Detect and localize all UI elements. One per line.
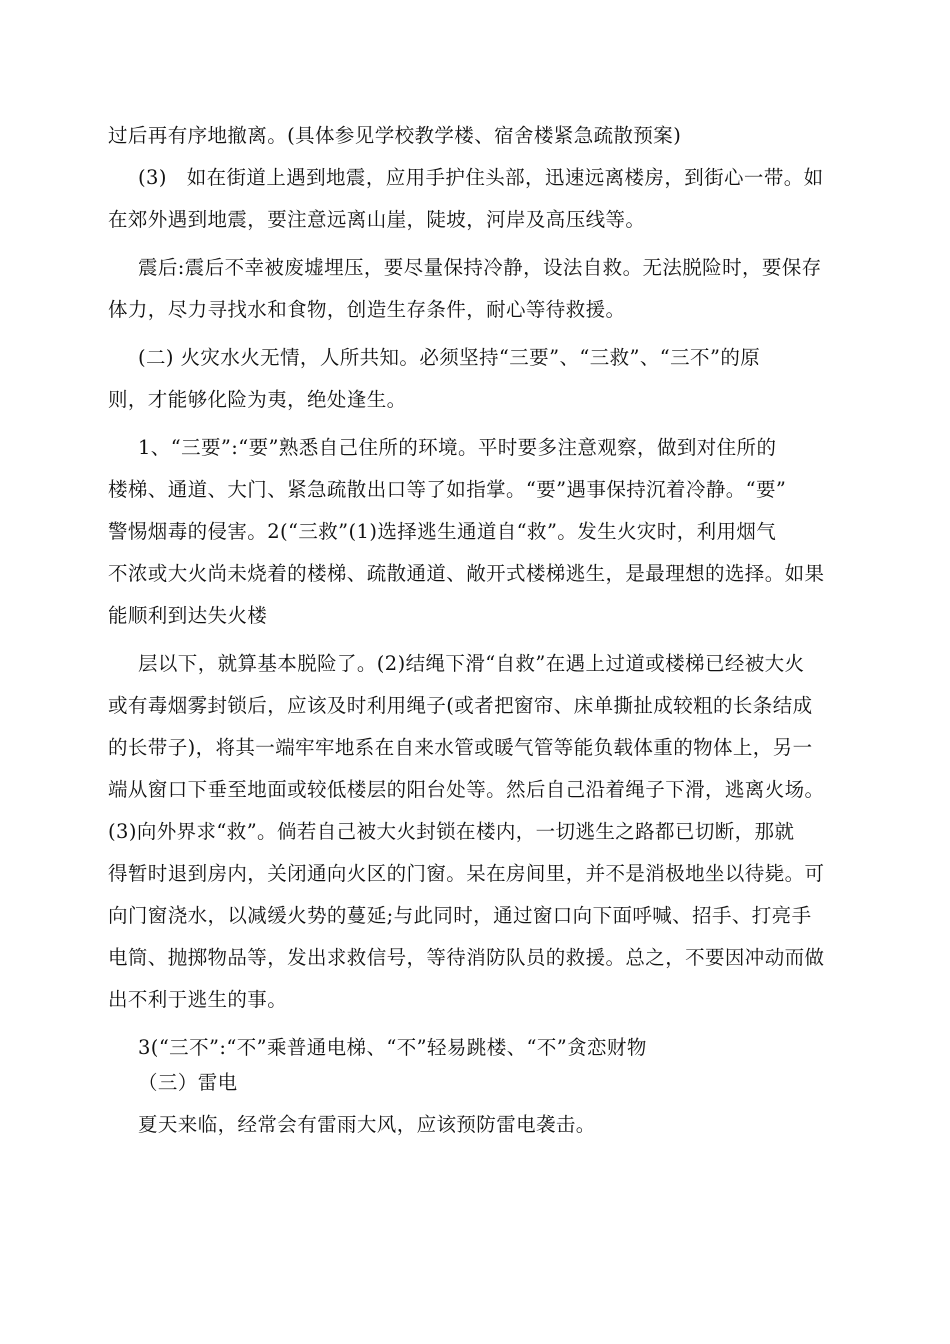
text-line: 端从窗口下垂至地面或较低楼层的阳台处等。然后自己沿着绳子下滑，逃离火场。 [108,778,825,801]
text-line: 则，才能够化险为夷，绝处逢生。 [108,388,407,411]
text-line: 夏天来临，经常会有雷雨大风，应该预防雷电袭击。 [138,1113,596,1136]
text-line: 体力，尽力寻找水和食物，创造生存条件，耐心等待救援。 [108,298,626,321]
text-line: 或有毒烟雾封锁后，应该及时利用绳子(或者把窗帘、床单撕扯成较粗的长条结成 [108,694,813,717]
text-line: 楼梯、通道、大门、紧急疏散出口等了如指掌。“要”遇事保持沉着冷静。“要” [108,478,787,501]
text-line: 3(“三不”:“不”乘普通电梯、“不”轻易跳楼、“不”贪恋财物 [138,1036,647,1059]
text-line: 警惕烟毒的侵害。2(“三救”(1)选择逃生通道自“救”。发生火灾时，利用烟气 [108,520,777,543]
text-line: 不浓或大火尚未烧着的楼梯、疏散通道、敞开式楼梯逃生，是最理想的选择。如果 [108,562,825,585]
text-line: 出不利于逃生的事。 [108,988,288,1011]
text-line: (3) 如在街道上遇到地震，应用手护住头部，迅速远离楼房，到街心一带。如 [138,166,824,189]
text-line: 的长带子)，将其一端牢牢地系在自来水管或暖气管等能负载体重的物体上，另一 [108,736,813,759]
text-line: 向门窗浇水，以减缓火势的蔓延;与此同时，通过窗口向下面呼喊、招手、打亮手 [108,904,812,927]
text-line: 层以下，就算基本脱险了。(2)结绳下滑“自救”在遇上过道或楼梯已经被大火 [138,652,805,675]
text-line: 震后:震后不幸被废墟埋压，要尽量保持冷静，设法自救。无法脱险时，要保存 [138,256,822,279]
text-line: 过后再有序地撤离。(具体参见学校教学楼、宿舍楼紧急疏散预案) [108,124,682,147]
text-line: 在郊外遇到地震，要注意远离山崖，陡坡，河岸及高压线等。 [108,208,646,231]
text-line: 电筒、抛掷物品等，发出求救信号，等待消防队员的救援。总之，不要因冲动而做 [108,946,825,969]
text-line: 得暂时退到房内，关闭通向火区的门窗。呆在房间里，并不是消极地坐以待毙。可 [108,862,825,885]
text-line: (二) 火灾水火无情，人所共知。必须坚持“三要”、“三救”、“三不”的原 [138,346,761,369]
text-line: 1、“三要”:“要”熟悉自己住所的环境。平时要多注意观察，做到对住所的 [138,436,777,459]
text-line: (3)向外界求“救”。倘若自己被大火封锁在楼内，一切逃生之路都已切断，那就 [108,820,795,843]
section-heading: （三）雷电 [138,1071,238,1094]
text-line: 能顺利到达失火楼 [108,604,268,627]
